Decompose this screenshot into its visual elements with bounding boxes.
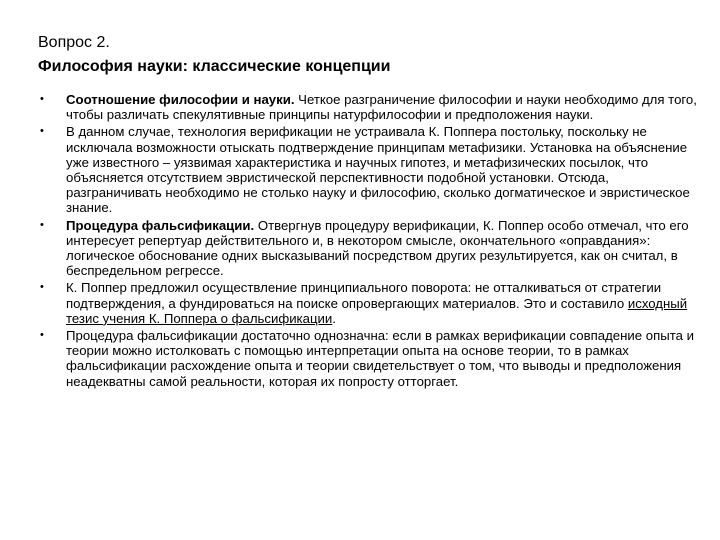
falsification-thesis-link[interactable]: исходный тезис учения К. Поппера о фальсификации	[66, 295, 688, 326]
bullet-item	[38, 328, 708, 389]
bullet-heading: Процедура фальсификации.	[66, 217, 255, 233]
title-block	[38, 31, 390, 79]
bullet-text-tail: .	[332, 310, 336, 326]
bullet-item	[38, 124, 708, 215]
bullet-text: В данном случае, технология верификации не устраивала К. Поппера постольку, поскольку не исключала возможности отыскать подтверждение принципам метафизики. Установка на объяснение уже известного – уязвимая характеристика и научных гипотез, и метафизических посылок, что объясняется отсутствием эвристической перспективности подобной установки. Отсюда, разграничивать необходимо не столько науку и философию, сколько догматическое и эвристическое знание.	[66, 124, 690, 216]
bullet-text: Процедура фальсификации достаточно однозначна: если в рамках верификации совпадение опыта и теории можно истолковать с помощью интерпретации опыта на основе теории, то в рамках фальсификации расхождение опыта и теории свидетельствует о том, что выводы и предположения неадекватны самой реальности, которая их попросту отторгает.	[66, 328, 694, 389]
bullet-dot: •	[40, 93, 44, 105]
bullet-heading: Соотношение философии и науки.	[66, 92, 295, 107]
bullet-dot: •	[40, 218, 44, 231]
bullet-text: К. Поппер предложил осуществление принципиального поворота: не отталкиваться от стратегии подтверждения, а фундироваться на поиске опровергающих материалов. Это и составило	[66, 280, 662, 311]
bullet-item	[38, 92, 708, 122]
bullet-text: Четкое разграничение философии и науки необходимо для того, чтобы различать спекулятивные принципы натурфилософии и предположения науки.	[66, 92, 697, 123]
bullet-dot: •	[40, 125, 44, 138]
bullet-list	[38, 92, 708, 391]
bullet-item	[38, 280, 708, 326]
bullet-dot: •	[40, 329, 44, 342]
bullet-item	[38, 218, 708, 279]
slide-title: Философия науки: классические концепции	[38, 58, 391, 75]
bullet-text: Отвергнув процедуру верификации, К. Поппер особо отмечал, что его интересует репертуар действительного и, в некотором смысле, окончательного «оправдания»: логическое обоснование одних высказываний посредством других результируется, как он считал, в беспредельном регрессе.	[66, 217, 689, 279]
bullet-dot: •	[40, 281, 44, 294]
question-number: Вопрос 2.	[38, 34, 110, 51]
